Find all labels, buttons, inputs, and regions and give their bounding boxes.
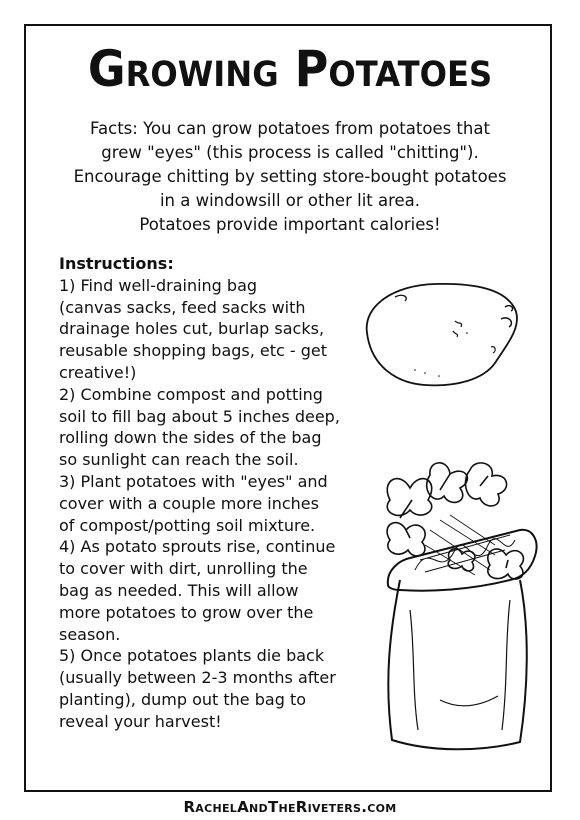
potato-illustration [355,275,535,395]
facts-line: Facts: You can grow potatoes from potatoes that [90,119,490,138]
potato-sack-plant-illustration [370,460,545,760]
instruction-line: (usually between 2-3 months after [59,668,336,688]
instruction-line: reusable shopping bags, etc - get [59,341,328,361]
instruction-line: of compost/potting soil mixture. [59,515,316,535]
instruction-line: so sunlight can reach the soil. [59,450,299,470]
instruction-line: bag as needed. This will allow [59,580,299,600]
facts-line: Encourage chitting by setting store-bought potatoes [73,167,507,186]
instruction-line: (canvas sacks, feed sacks with [59,297,306,317]
instruction-line: to cover with dirt, unrolling the [59,559,308,579]
instruction-line: season. [59,624,121,644]
website-footer: RachelAndTheRiveters.com [183,798,397,816]
instruction-line: reveal your harvest! [59,711,222,731]
instruction-line: 3) Plant potatoes with "eyes" and [59,471,328,491]
instruction-line: soil to fill bag about 5 inches deep, [59,406,340,426]
instruction-line: 2) Combine compost and potting [59,384,323,404]
instruction-line: 5) Once potatoes plants die back [59,646,325,666]
facts-line: in a windowsill or other lit area. [159,191,421,210]
instruction-line: planting), dump out the bag to [59,689,306,709]
instruction-line: cover with a couple more inches [59,493,319,513]
instruction-line: rolling down the sides of the bag [59,428,322,448]
instructions-block [59,253,359,733]
facts-line: Potatoes provide important calories! [139,215,441,234]
instruction-line: creative!) [59,362,137,382]
instruction-line: drainage holes cut, burlap sacks, [59,319,325,339]
instruction-line: 1) Find well-draining bag [59,275,258,295]
facts-line: grew "eyes" (this process is called "chitting"). [101,143,479,162]
instruction-line: more potatoes to grow over the [59,602,314,622]
facts-block [50,117,530,237]
page-title: Growing Potatoes [87,40,493,98]
instruction-line: 4) As potato sprouts rise, continue [59,537,336,557]
instructions-heading: Instructions: [59,254,174,273]
